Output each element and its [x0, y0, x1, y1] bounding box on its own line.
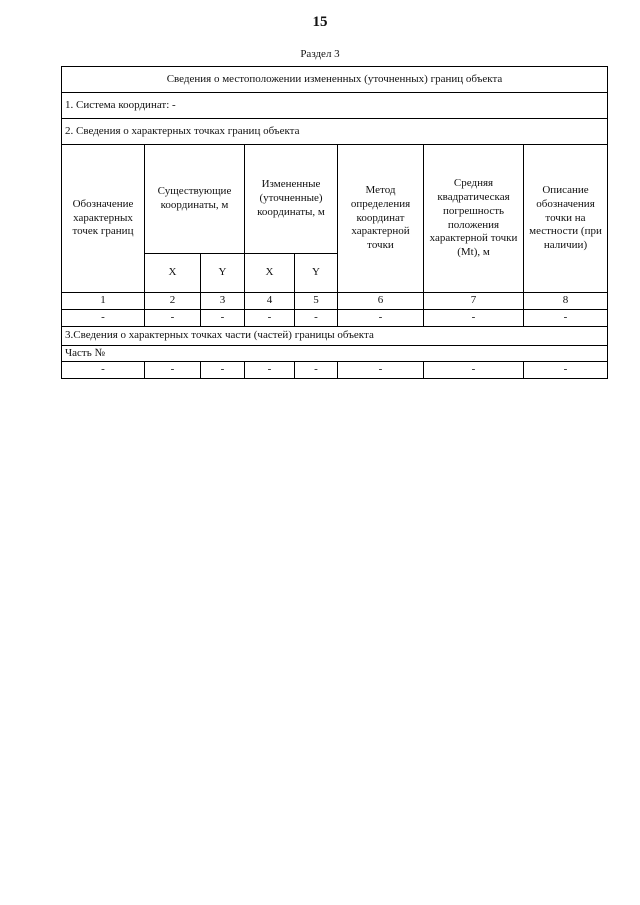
column-numbers-row [62, 293, 608, 310]
parts-heading: 3.Сведения о характерных точках части (частей) границы объекта [62, 327, 608, 346]
table-cell: - [201, 362, 245, 379]
table-cell: - [424, 310, 524, 327]
column-number: 6 [338, 293, 424, 310]
header-description: Описание обозначения точки на местности (при наличии) [524, 145, 608, 293]
header-error: Средняя квадратическая погрешность положения характерной точки (Mt), м [424, 145, 524, 293]
table-cell: - [295, 362, 338, 379]
header-existing-y: Y [201, 254, 245, 293]
table-cell: - [62, 310, 145, 327]
header-changed-x: X [245, 254, 295, 293]
column-number: 4 [245, 293, 295, 310]
page-number: 15 [312, 14, 328, 30]
table-cell: - [145, 362, 201, 379]
boundary-points-table [61, 66, 608, 379]
table-cell: - [338, 362, 424, 379]
table-row [62, 362, 608, 379]
header-existing-coords: Существующие координаты, м [145, 145, 245, 254]
table-cell: - [524, 362, 608, 379]
column-number: 3 [201, 293, 245, 310]
table-cell: - [245, 362, 295, 379]
column-number: 2 [145, 293, 201, 310]
header-method: Метод определения координат характерной точки [338, 145, 424, 293]
char-points-heading: 2. Сведения о характерных точках границ объекта [62, 119, 608, 145]
column-number: 1 [62, 293, 145, 310]
column-number: 8 [524, 293, 608, 310]
table-cell: - [338, 310, 424, 327]
part-label: Часть № [62, 346, 608, 362]
coord-system-row: 1. Система координат: - [62, 93, 608, 119]
header-changed-y: Y [295, 254, 338, 293]
table-cell: - [245, 310, 295, 327]
table-cell: - [424, 362, 524, 379]
column-number: 7 [424, 293, 524, 310]
table-cell: - [201, 310, 245, 327]
table-cell: - [62, 362, 145, 379]
table-cell: - [295, 310, 338, 327]
section-label: Раздел 3 [300, 48, 340, 60]
header-existing-x: X [145, 254, 201, 293]
table-row [62, 310, 608, 327]
table-cell: - [524, 310, 608, 327]
column-number: 5 [295, 293, 338, 310]
header-changed-coords: Измененные (уточненные) координаты, м [245, 145, 338, 254]
table-cell: - [145, 310, 201, 327]
table-title: Сведения о местоположении измененных (уточненных) границ объекта [62, 67, 608, 93]
header-designation: Обозначение характерных точек границ [62, 145, 145, 293]
